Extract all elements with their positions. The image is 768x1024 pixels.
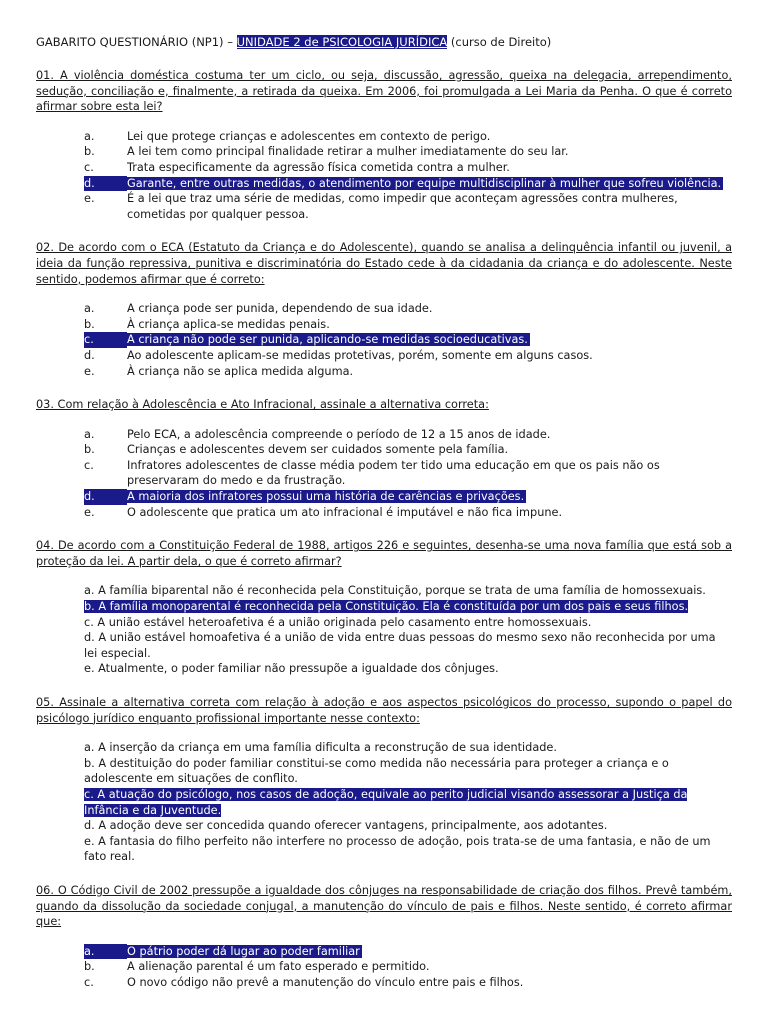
options-list <box>36 944 732 991</box>
question-number: 05. <box>36 696 54 709</box>
option-text: O novo código não prevê a manutenção do vínculo entre pais e filhos. <box>127 975 524 989</box>
question-number: 02. <box>36 241 54 255</box>
question-number: 06. <box>36 883 54 897</box>
options-list <box>36 301 732 379</box>
option-letter: e. <box>84 505 95 519</box>
option-text: A maioria dos infratores possui uma história de carências e privações. <box>127 490 525 504</box>
option-text: Infratores adolescentes de classe média podem ter tido uma educação em que os pais não os preservaram do medo e da frustração. <box>127 458 660 488</box>
option-text: d. A adoção deve ser concedida quando oferecer vantagens, principalmente, aos adotantes. <box>84 819 608 833</box>
option-e <box>36 834 732 865</box>
question-number: 03. <box>36 398 54 412</box>
option-text: A lei tem como principal finalidade retirar a mulher imediatamente do seu lar. <box>127 145 569 159</box>
option-text: A criança não pode ser punida, aplicando-se medidas socioeducativas. <box>127 333 528 347</box>
option-text: b. A família monoparental é reconhecida pela Constituição. Ela é constituída por um dos pais e seus filhos. <box>84 600 689 614</box>
option-e <box>36 505 732 521</box>
option-a <box>36 427 732 443</box>
option-text: À criança aplica-se medidas penais. <box>127 317 330 331</box>
option-text: Ao adolescente aplicam-se medidas protetivas, porém, somente em alguns casos. <box>127 348 593 362</box>
option-c <box>36 975 732 991</box>
option-text: c. A atuação do psicólogo, nos casos de adoção, equivale ao perito judicial visando assessorar a Justiça da Infância e da Juventude. <box>84 787 688 817</box>
question-06 <box>36 883 732 991</box>
question-body: Com relação à Adolescência e Ato Infracional, assinale a alternativa correta: <box>53 398 489 412</box>
question-body: Assinale a alternativa correta com relação à adoção e aos aspectos psicológicos do processo, supondo o papel do psicólogo jurídico enquanto profissional importante nesse contexto: <box>36 696 732 725</box>
option-b <box>36 442 732 458</box>
option-letter: c. <box>84 160 94 174</box>
option-a <box>36 129 732 145</box>
option-text: O pátrio poder dá lugar ao poder familiar <box>127 944 360 958</box>
option-e <box>36 364 732 380</box>
question-text <box>36 695 732 726</box>
option-letter: d. <box>84 490 95 504</box>
question-body: De acordo com o ECA (Estatuto da Criança e do Adolescente), quando se analisa a delinquência infantil ou juvenil, a ideia da função repressiva, punitiva e discriminatória do Estado cede à da cidadania da criança e do adolescente. Neste sentido, podemos afirmar que é correto: <box>36 241 732 286</box>
question-text <box>36 397 732 413</box>
option-d-correct <box>36 489 732 505</box>
question-text <box>36 538 732 569</box>
question-text <box>36 68 732 115</box>
option-text: Trata especificamente da agressão física cometida contra a mulher. <box>127 160 510 174</box>
option-b <box>36 144 732 160</box>
option-d <box>36 818 732 834</box>
option-letter: a. <box>84 129 95 143</box>
option-letter: e. <box>84 364 95 378</box>
option-b <box>36 959 732 975</box>
option-text: c. A união estável heteroafetiva é a união originada pelo casamento entre homossexuais. <box>84 615 592 629</box>
option-letter: d. <box>84 176 95 190</box>
question-body: A violência doméstica costuma ter um ciclo, ou seja, discussão, agressão, queixa na delegacia, arrependimento, sedução, conciliação e, finalmente, a retirada da queixa. Em 2006, foi promulgada a Lei Maria da Penha. O que é correto afirmar sobre esta lei? <box>36 69 732 114</box>
option-e <box>36 661 732 677</box>
option-text: Crianças e adolescentes devem ser cuidados somente pela família. <box>127 443 509 457</box>
option-b <box>36 756 732 787</box>
option-text: A alienação parental é um fato esperado e permitido. <box>127 960 430 974</box>
question-02 <box>36 240 732 379</box>
option-letter: e. <box>84 192 95 206</box>
option-letter: c. <box>84 975 94 989</box>
option-letter: a. <box>84 302 95 316</box>
option-text: À criança não se aplica medida alguma. <box>127 364 354 378</box>
option-text: Garante, entre outras medidas, o atendimento por equipe multidisciplinar à mulher que sofreu violência. <box>127 176 722 190</box>
option-text: e. A fantasia do filho perfeito não interfere no processo de adoção, pois trata-se de uma fantasia, e não de um fato real. <box>84 834 711 864</box>
option-e <box>36 191 732 222</box>
option-letter: b. <box>84 317 95 331</box>
question-05 <box>36 695 732 865</box>
option-b <box>36 317 732 333</box>
option-text: É a lei que traz uma série de medidas, como impedir que aconteçam agressões contra mulheres, cometidas por qualquer pessoa. <box>127 192 678 221</box>
option-c-correct <box>36 332 732 348</box>
option-d <box>36 348 732 364</box>
options-list <box>36 129 732 223</box>
title-highlight: UNIDADE 2 de PSICOLOGIA JURÍDICA <box>236 35 448 49</box>
option-c <box>36 615 732 631</box>
option-text: Lei que protege crianças e adolescentes em contexto de perigo. <box>127 129 491 143</box>
option-text: a. A família biparental não é reconhecida pela Constituição, porque se trata de uma família de homossexuais. <box>84 584 706 598</box>
question-01 <box>36 68 732 222</box>
option-b-correct <box>36 599 732 615</box>
option-text: e. Atualmente, o poder familiar não pressupõe a igualdade dos cônjuges. <box>84 662 499 676</box>
option-letter: c. <box>84 333 94 347</box>
question-03 <box>36 397 732 520</box>
option-letter: b. <box>84 960 95 974</box>
question-body: O Código Civil de 2002 pressupõe a igualdade dos cônjuges na responsabilidade de criação dos filhos. Prevê também, quando da dissolução da sociedade conjugal, a manutenção do vínculo de pais e filhos. Neste sentido, é correto afirmar que: <box>36 883 732 929</box>
question-number: 01. <box>36 69 54 82</box>
option-text: b. A destituição do poder familiar constitui-se como medida não necessária para proteger a criança e o adolescente em situações de conflito. <box>84 756 669 786</box>
question-number: 04. <box>36 539 54 553</box>
option-c-correct <box>36 787 732 818</box>
option-a <box>36 301 732 317</box>
option-letter: b. <box>84 443 95 457</box>
option-letter: b. <box>84 145 95 159</box>
option-letter: d. <box>84 348 95 362</box>
option-text: O adolescente que pratica um ato infracional é imputável e não fica impune. <box>127 505 563 519</box>
option-letter: a. <box>84 944 95 958</box>
question-text <box>36 883 732 930</box>
options-list <box>36 427 732 521</box>
option-text: a. A inserção da criança em uma família dificulta a reconstrução de sua identidade. <box>84 741 557 755</box>
option-d-correct <box>36 176 732 192</box>
option-c <box>36 160 732 176</box>
title-suffix: (curso de Direito) <box>447 35 552 49</box>
option-text: A criança pode ser punida, dependendo de sua idade. <box>127 302 433 316</box>
option-c <box>36 458 732 489</box>
question-text <box>36 240 732 287</box>
option-a <box>36 583 732 599</box>
option-a <box>36 740 732 756</box>
option-a-correct <box>36 944 732 960</box>
question-body: De acordo com a Constituição Federal de 1988, artigos 226 e seguintes, desenha-se uma nova família que está sob a proteção da lei. A partir dela, o que é correto afirmar? <box>36 539 732 568</box>
options-list <box>36 740 732 865</box>
document-title <box>36 34 732 50</box>
option-letter: a. <box>84 427 95 441</box>
option-text: d. A união estável homoafetiva é a união de vida entre duas pessoas do mesmo sexo não reconhecida por uma lei especial. <box>84 631 716 660</box>
option-letter: c. <box>84 458 94 472</box>
options-list <box>36 583 732 677</box>
title-prefix: GABARITO QUESTIONÁRIO (NP1) – <box>36 35 237 49</box>
option-text: Pelo ECA, a adolescência compreende o período de 12 a 15 anos de idade. <box>127 427 551 441</box>
question-04 <box>36 538 732 677</box>
option-d <box>36 630 732 661</box>
